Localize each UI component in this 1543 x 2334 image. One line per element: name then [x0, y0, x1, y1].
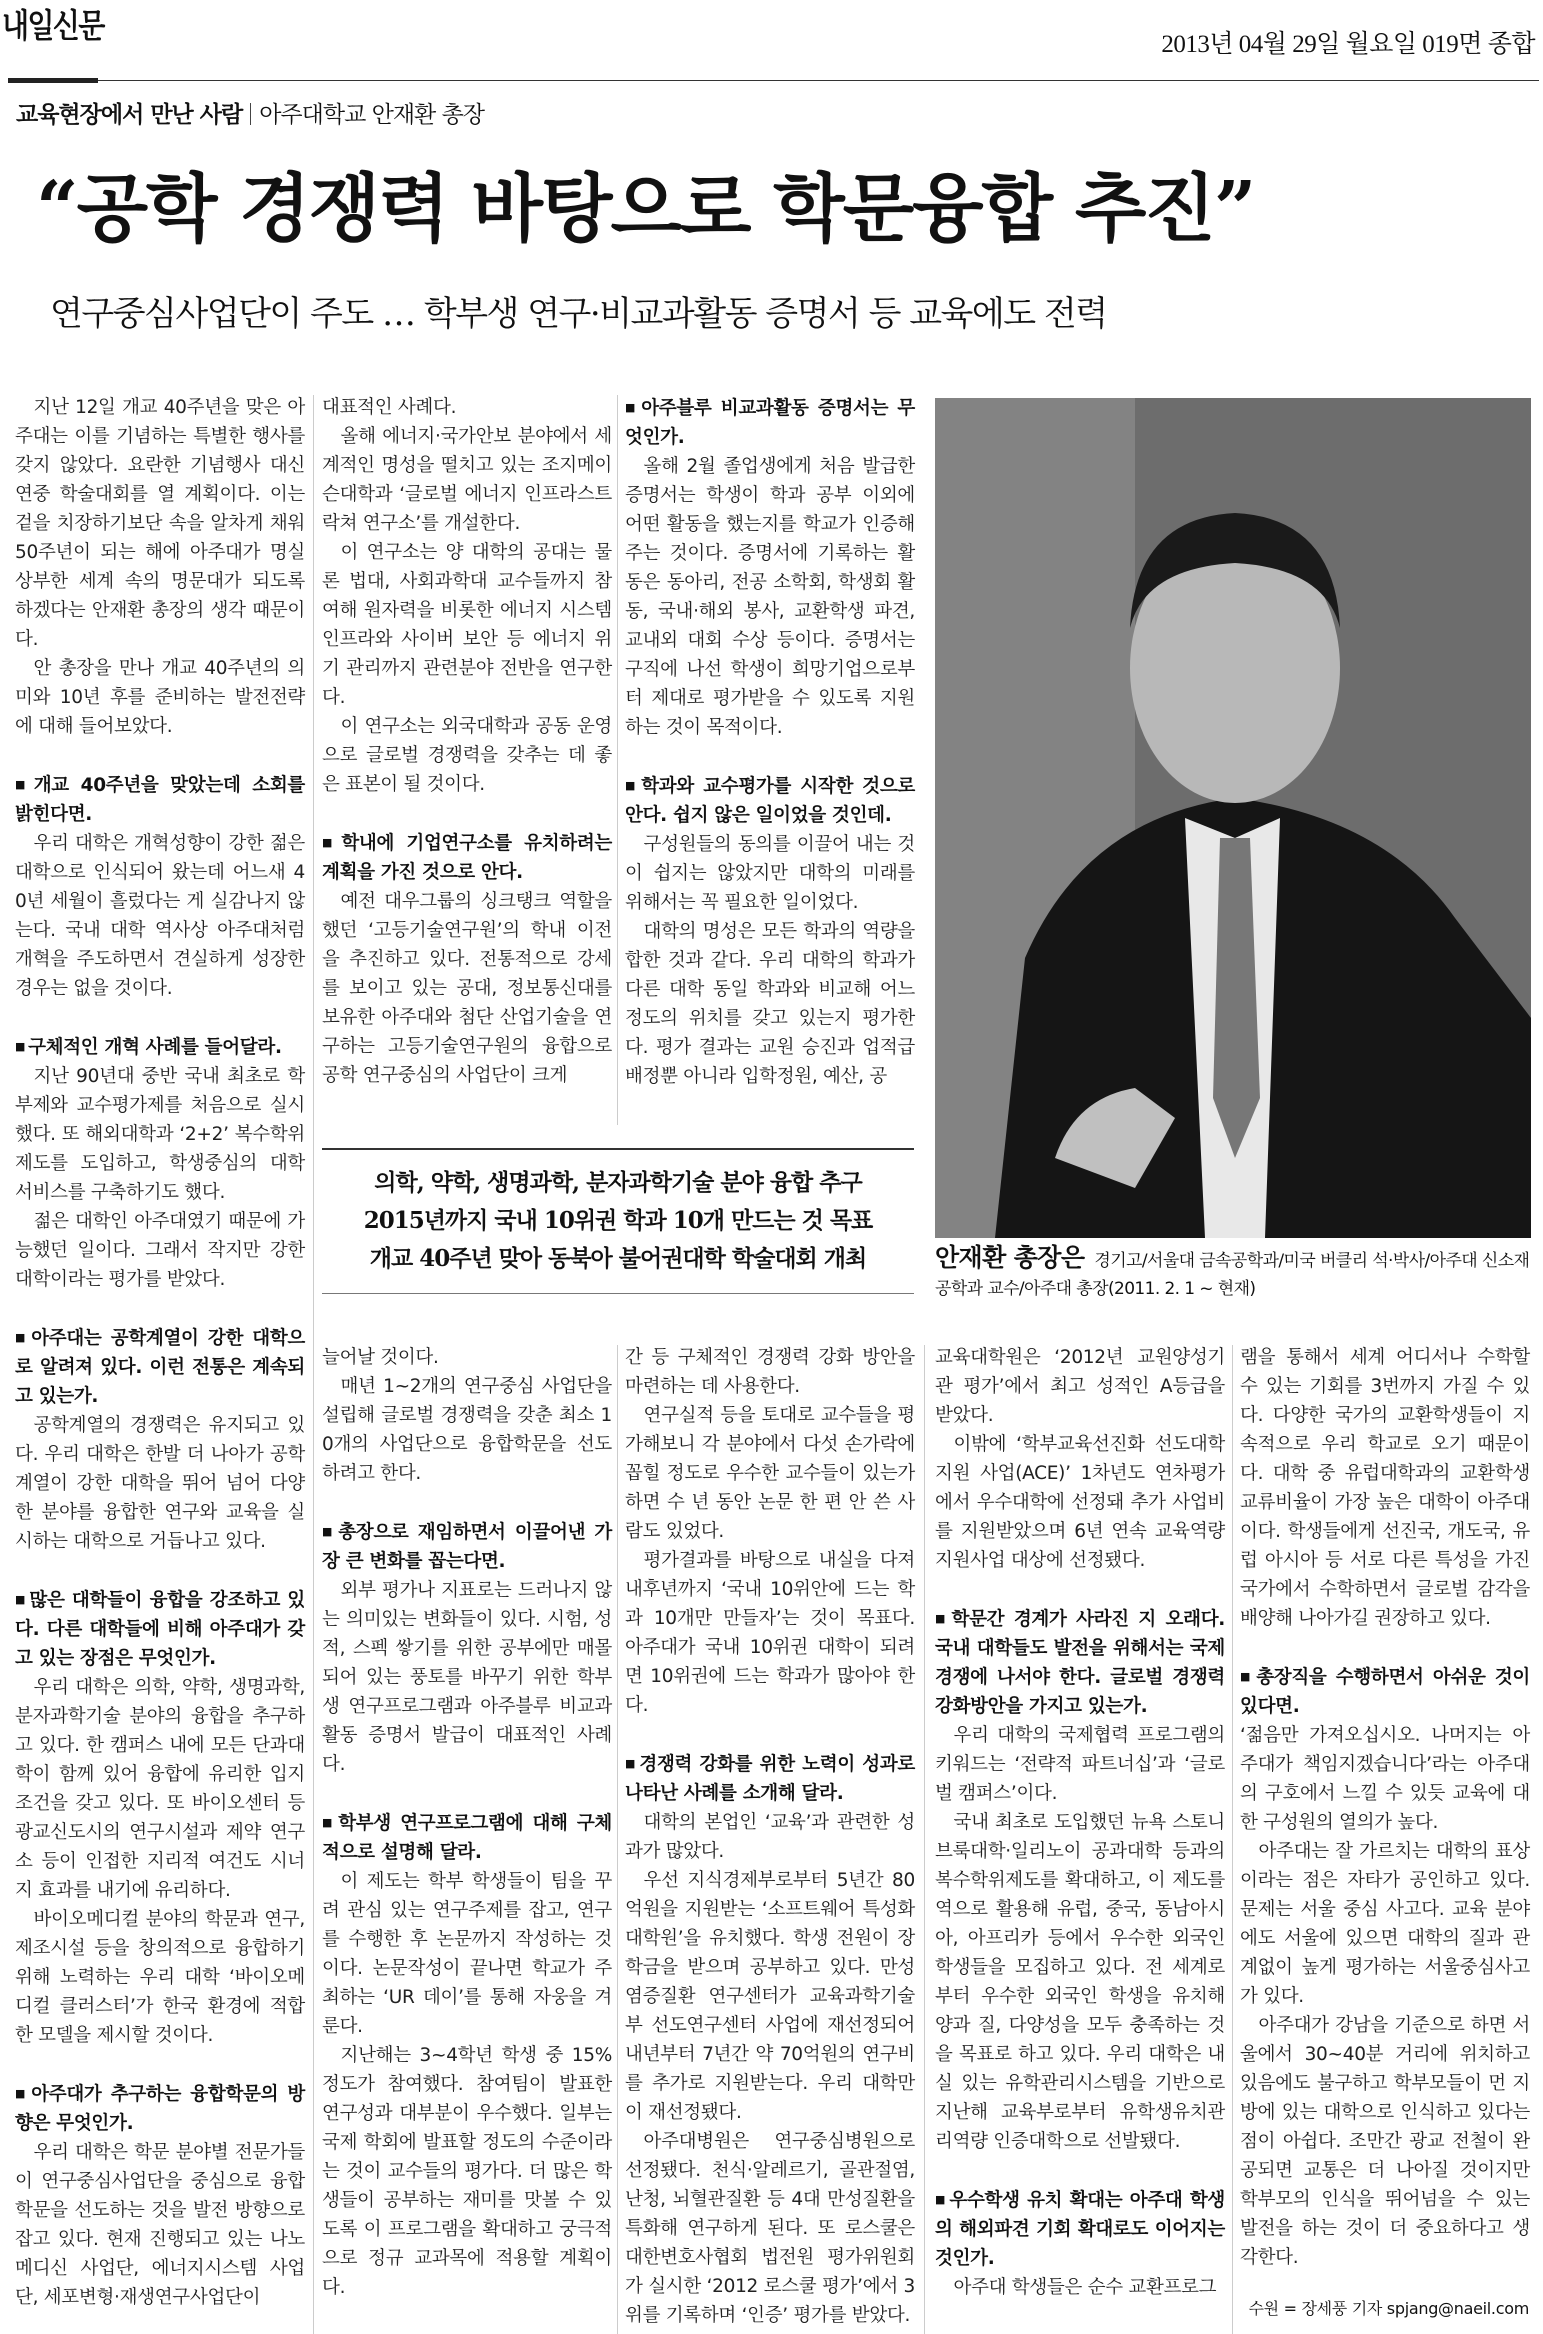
answer-paragraph: 구성원들의 동의를 이끌어 내는 것이 쉽지는 않았지만 대학의 미래를 위해서는 꼭 필요한 일이었다.	[625, 834, 915, 913]
answer-paragraph: 지난 90년대 중반 국내 최초로 학부제와 교수평가제를 처음으로 실시했다. 또 해외대학과 ‘2+2’ 복수학위 제도를 도입하고, 학생중심의 대학 서비스를 구축하기도 했다.	[15, 1066, 305, 1203]
interview-question: ■ 경쟁력 강화를 위한 노력이 성과로 나타난 사례를 소개해 달라.	[625, 1749, 915, 1808]
answer-paragraph: 젊은 대학인 아주대였기 때문에 가능했던 일이다. 그래서 작지만 강한 대학이라는 평가를 받았다.	[15, 1211, 305, 1290]
answer-paragraph: 우리 대학의 국제협력 프로그램의 키워드는 ‘전략적 파트너십’과 ‘글로벌 캠퍼스’이다.	[935, 1725, 1225, 1804]
interview-question: ■ 아주대가 추구하는 융합학문의 방향은 무엇인가.	[15, 2079, 305, 2138]
dateline: 2013년 04월 29일 월요일 019면 종합	[1161, 31, 1535, 58]
answer-paragraph: 국내 최초로 도입했던 뉴욕 스토니브룩대학·일리노이 공과대학 등과의 복수학위제도를 확대하고, 이 제도를 역으로 활용해 유럽, 중국, 동남아시아, 아프리카 등에서 우수한 외국인 학생들을 모집하고 있다. 전 세계로부터 우수한 외국인 학생을 유치해 양과 질, 다양성을 모두 충족하는 것을 목표로 하고 있다. 우리 대학은 내실 있는 유학관리시스템을 기반으로 지난해 교육부로부터 유학생유치관리역량 인증대학으로 선발됐다.	[935, 1812, 1225, 2152]
answer-paragraph: 대표적인 사례다.	[322, 397, 457, 418]
interview-question: ■ 학부생 연구프로그램에 대해 구체적으로 설명해 달라.	[322, 1808, 612, 1867]
interview-question: ■ 많은 대학들이 융합을 강조하고 있다. 다른 대학들에 비해 아주대가 갖고 있는 장점은 무엇인가.	[15, 1585, 305, 1673]
answer-paragraph: 늘어날 것이다.	[322, 1347, 439, 1368]
answer-paragraph: 외부 평가나 지표로는 드러나지 않는 의미있는 변화들이 있다. 시험, 성적, 스펙 쌓기를 위한 공부에만 매몰되어 있는 풍토를 바꾸기 위한 학부생 연구프로그램과 아주블루 비교과활동 증명서 발급이 대표적인 사례다.	[322, 1580, 612, 1775]
answer-paragraph: 우리 대학은 학문 분야별 전문가들이 연구중심사업단을 중심으로 융합학문을 선도하는 것을 발전 방향으로 잡고 있다. 현재 진행되고 있는 나노메디신 사업단, 에너지시스템 사업단, 세포변형·재생연구사업단이	[15, 2142, 305, 2308]
separator	[250, 103, 251, 125]
section-label	[16, 96, 484, 129]
article-column-4	[935, 1343, 1225, 2302]
caption-name: 안재환 총장은	[935, 1243, 1085, 1272]
answer-paragraph: 이 연구소는 외국대학과 공동 운영으로 글로벌 경쟁력을 갖추는 데 좋은 표본이 될 것이다.	[322, 716, 612, 795]
answer-paragraph: 바이오메디컬 분야의 학문과 연구, 제조시설 등을 창의적으로 융합하기 위해 노력하는 우리 대학 ‘바이오메디컬 클러스터’가 한국 환경에 적합한 모델을 제시할 것이다.	[15, 1909, 305, 2046]
answer-paragraph: 평가결과를 바탕으로 내실을 다져 내후년까지 ‘국내 10위안에 드는 학과 10개만 만들자’는 것이 목표다. 아주대가 국내 10위권 대학이 되려면 10위권에 드는 학과가 많아야 한다.	[625, 1550, 915, 1716]
byline: 수원 = 장세풍 기자 spjang@naeil.com	[1248, 2299, 1529, 2318]
answer-paragraph: 예전 대우그룹의 싱크탱크 역할을 했던 ‘고등기술연구원’의 학내 이전을 추진하고 있다. 전통적으로 강세를 보이고 있는 공대, 정보통신대를 보유한 아주대와 첨단 산업기술을 연구하는 고등기술연구원의 융합으로 공학 연구중심의 사업단이 크게	[322, 891, 612, 1086]
pull-quote-line: 개교 40주년 맞아 동북아 불어권대학 학술대회 개최	[369, 1245, 867, 1272]
answer-paragraph: 램을 통해서 세계 어디서나 수학할 수 있는 기회를 3번까지 가질 수 있다. 다양한 국가의 교환학생들이 지속적으로 우리 학교로 오기 때문이다. 대학 중 유럽대학과의 교환학생 교류비율이 가장 높은 대학이 아주대이다. 학생들에게 선진국, 개도국, 유럽 아시아 등 서로 다른 특성을 가진 국가에서 수학하면서 글로벌 감각을 배양해 나아가길 권장하고 있다.	[1240, 1347, 1530, 1629]
subtitle: 연구중심사업단이 주도 … 학부생 연구·비교과활동 증명서 등 교육에도 전력	[50, 294, 1107, 334]
column-rule	[313, 395, 314, 2334]
photo-caption	[935, 1244, 1531, 1303]
answer-paragraph: 우리 대학은 개혁성향이 강한 젊은 대학으로 인식되어 왔는데 어느새 40년 세월이 흘렀다는 게 실감나지 않는다. 국내 대학 역사상 아주대처럼 개혁을 주도하면서 견실하게 성장한 경우는 없을 것이다.	[15, 833, 305, 999]
interview-question: ■ 아주대는 공학계열이 강한 대학으로 알려져 있다. 이런 전통은 계속되고 있는가.	[15, 1323, 305, 1411]
answer-paragraph: 아주대병원은 연구중심병원으로 선정됐다. 천식·알레르기, 골관절염, 난청, 뇌혈관질환 등 4대 만성질환을 특화해 연구하게 된다. 또 로스쿨은 대한변호사협회 법전원 평가위원회가 실시한 ‘2012 로스쿨 평가’에서 3위를 기록하며 ‘인증’ 평가를 받았다.	[625, 2131, 915, 2326]
answer-paragraph: 우리 대학은 의학, 약학, 생명과학, 분자과학기술 분야의 융합을 추구하고 있다. 한 캠퍼스 내에 모든 단과대학이 함께 있어 융합에 유리한 입지 조건을 갖고 있다. 또 바이오센터 등 광교신도시의 연구시설과 제약 연구소 등이 인접한 지리적 여건도 시너지 효과를 내기에 유리하다.	[15, 1677, 305, 1901]
pull-quote-box	[322, 1148, 914, 1294]
series-name: 교육현장에서 만난 사람	[16, 102, 243, 128]
caption-text: 경기고/서울대 금속공학과/미국 버클리 석·박사/아주대 신소재공학과 교수/아주대 총장(2011. 2. 1 ~ 현재)	[935, 1251, 1530, 1299]
pull-quote-line: 2015년까지 국내 10위권 학과 10개 만드는 것 목표	[363, 1207, 873, 1234]
column-rule	[924, 1345, 925, 2334]
answer-paragraph: 올해 에너지·국가안보 분야에서 세계적인 명성을 떨치고 있는 조지메이슨대학과 ‘글로벌 에너지 인프라스트락쳐 연구소’를 개설한다.	[322, 426, 612, 534]
article-column-2-top	[322, 393, 612, 1090]
answer-paragraph: 올해 2월 졸업생에게 처음 발급한 증명서는 학생이 학과 공부 이외에 어떤 활동을 했는지를 학교가 인증해주는 것이다. 증명서에 기록하는 활동은 동아리, 전공 소학회, 학생회 활동, 국내·해외 봉사, 교환학생 파견, 교내외 대회 수상 등이다. 증명서는 구직에 나선 학생이 희망기업으로부터 제대로 평가받을 수 있도록 지원하는 것이 목적이다.	[625, 456, 915, 738]
answer-paragraph: 이밖에 ‘학부교육선진화 선도대학 지원 사업(ACE)’ 1차년도 연차평가에서 우수대학에 선정돼 추가 사업비를 지원받았으며 6년 연속 교육역량지원사업 대상에 선정됐다.	[935, 1434, 1225, 1571]
answer-paragraph: 이 제도는 학부 학생들이 팀을 꾸려 관심 있는 연구주제를 잡고, 연구를 수행한 후 논문까지 작성하는 것이다. 논문작성이 끝나면 학교가 주최하는 ‘UR 데이’를 통해 자웅을 겨룬다.	[322, 1871, 612, 2037]
interview-question: ■ 구체적인 개혁 사례를 들어달라.	[15, 1032, 305, 1062]
portrait-photo	[935, 398, 1531, 1238]
answer-paragraph: 매년 1~2개의 연구중심 사업단을 설립해 글로벌 경쟁력을 갖춘 최소 10개의 사업단으로 융합학문을 선도하려고 한다.	[322, 1376, 612, 1484]
column-rule	[1232, 1345, 1233, 2334]
article-column-3-bottom	[625, 1343, 915, 2330]
answer-paragraph: ‘젊음만 가져오십시오. 나머지는 아주대가 책임지겠습니다’라는 아주대의 구호에서 느낄 수 있듯 교육에 대한 구성원의 열의가 높다.	[1240, 1725, 1530, 1833]
interview-question: ■ 총장으로 재임하면서 이끌어낸 가장 큰 변화를 꼽는다면.	[322, 1517, 612, 1576]
interview-question: ■ 학내에 기업연구소를 유치하려는 계획을 가진 것으로 안다.	[322, 828, 612, 887]
interview-question: ■ 학문간 경계가 사라진 지 오래다. 국내 대학들도 발전을 위해서는 국제경쟁에 나서야 한다. 글로벌 경쟁력 강화방안을 가지고 있는가.	[935, 1604, 1225, 1721]
divider-accent	[8, 78, 98, 83]
article-column-3-top	[625, 393, 915, 1091]
interview-question: ■ 학과와 교수평가를 시작한 것으로 안다. 쉽지 않은 일이었을 것인데.	[625, 771, 915, 830]
interview-question: ■ 총장직을 수행하면서 아쉬운 것이 있다면.	[1240, 1662, 1530, 1721]
interview-question: ■ 아주블루 비교과활동 증명서는 무엇인가.	[625, 393, 915, 452]
answer-paragraph: 아주대가 강남을 기준으로 하면 서울에서 30~40분 거리에 위치하고 있음에도 불구하고 학부모들이 먼 지방에 있는 대학으로 인식하고 있다는 점이 아쉽다. 조만간 광교 전철이 완공되면 교통은 더 나아질 것이지만 학부모의 인식을 뛰어넘을 수 있는 발전을 하는 것이 더 중요하다고 생각한다.	[1240, 2015, 1530, 2268]
answer-paragraph: 공학계열의 경쟁력은 유지되고 있다. 우리 대학은 한발 더 나아가 공학계열이 강한 대학을 뛰어 넘어 다양한 분야를 융합한 연구와 교육을 실시하는 대학으로 거듭나고 있다.	[15, 1415, 305, 1552]
article-column-2-bottom	[322, 1343, 612, 2302]
answer-paragraph: 대학의 본업인 ‘교육’과 관련한 성과가 많았다.	[625, 1812, 915, 1862]
answer-paragraph: 아주대 학생들은 순수 교환프로그	[953, 2277, 1217, 2298]
headline: “공학 경쟁력 바탕으로 학문융합 추진”	[36, 166, 1255, 252]
answer-paragraph: 이 연구소는 양 대학의 공대는 물론 법대, 사회과학대 교수들까지 참여해 원자력을 비롯한 에너지 시스템 인프라와 사이버 보안 등 에너지 위기 관리까지 관련분야 전반을 연구한다.	[322, 542, 612, 708]
portrait-photo-icon	[935, 398, 1531, 1238]
answer-paragraph: 우선 지식경제부로부터 5년간 80억원을 지원받는 ‘소프트웨어 특성화 대학원’을 유치했다. 학생 전원이 장학금을 받으며 공부하고 있다. 만성염증질환 연구센터가 교육과학기술부 선도연구센터 사업에 재선정되어 내년부터 7년간 약 70억원의 연구비를 추가로 지원받는다. 우리 대학만이 재선정됐다.	[625, 1870, 915, 2123]
answer-paragraph: 안 총장을 만나 개교 40주년의 의미와 10년 후를 준비하는 발전전략에 대해 들어보았다.	[15, 658, 305, 737]
answer-paragraph: 대학의 명성은 모든 학과의 역량을 합한 것과 같다. 우리 대학의 학과가 다른 대학 동일 학과와 비교해 어느 정도의 위치를 갖고 있는지 평가한다. 평가 결과는 교원 승진과 업적급 배정뿐 아니라 입학정원, 예산, 공	[625, 921, 915, 1087]
pull-quote-line: 의학, 약학, 생명과학, 분자과학기술 분야 융합 추구	[374, 1169, 862, 1196]
divider	[8, 80, 1539, 81]
article-column-5	[1240, 1343, 1530, 2272]
interview-question: ■ 개교 40주년을 맞았는데 소회를 밝힌다면.	[15, 770, 305, 829]
answer-paragraph: 연구실적 등을 토대로 교수들을 평가해보니 각 분야에서 다섯 손가락에 꼽힐 정도로 우수한 교수들이 있는가 하면 수 년 동안 논문 한 편 안 쓴 사람도 있었다.	[625, 1405, 915, 1542]
column-rule	[617, 1345, 618, 2334]
answer-paragraph: 간 등 구체적인 경쟁력 강화 방안을 마련하는 데 사용한다.	[625, 1347, 915, 1397]
interview-subject: 아주대학교 안재환 총장	[259, 102, 485, 128]
column-rule	[617, 395, 618, 1125]
answer-paragraph: 지난 12일 개교 40주년을 맞은 아주대는 이를 기념하는 특별한 행사를 갖지 않았다. 요란한 기념행사 대신 연중 학술대회를 열 계획이다. 이는 겉을 치장하기보단 속을 알차게 채워 50주년이 되는 해에 아주대가 명실상부한 세계 속의 명문대가 되도록 하겠다는 안재환 총장의 생각 때문이다.	[15, 397, 305, 650]
answer-paragraph: 아주대는 잘 가르치는 대학의 표상이라는 점은 자타가 공인하고 있다. 문제는 서울 중심 사고다. 교육 분야에도 서울에 있으면 대학의 질과 관계없이 높게 평가하는 서울중심사고가 있다.	[1240, 1841, 1530, 2007]
article-column-1	[15, 393, 305, 2312]
interview-question: ■ 우수학생 유치 확대는 아주대 학생의 해외파견 기회 확대로도 이어지는 것인가.	[935, 2185, 1225, 2273]
answer-paragraph: 교육대학원은 ‘2012년 교원양성기관 평가’에서 최고 성적인 A등급을 받았다.	[935, 1347, 1225, 1426]
answer-paragraph: 지난해는 3~4학년 학생 중 15% 정도가 참여했다. 참여팀이 발표한 연구성과 대부분이 우수했다. 일부는 국제 학회에 발표할 정도의 수준이라는 것이 교수들의 평가다. 더 많은 학생들이 공부하는 재미를 맛볼 수 있도록 이 프로그램을 확대하고 궁극적으로 정규 교과목에 적용할 계획이다.	[322, 2045, 612, 2298]
newspaper-logo: 내일신문	[2, 6, 104, 45]
